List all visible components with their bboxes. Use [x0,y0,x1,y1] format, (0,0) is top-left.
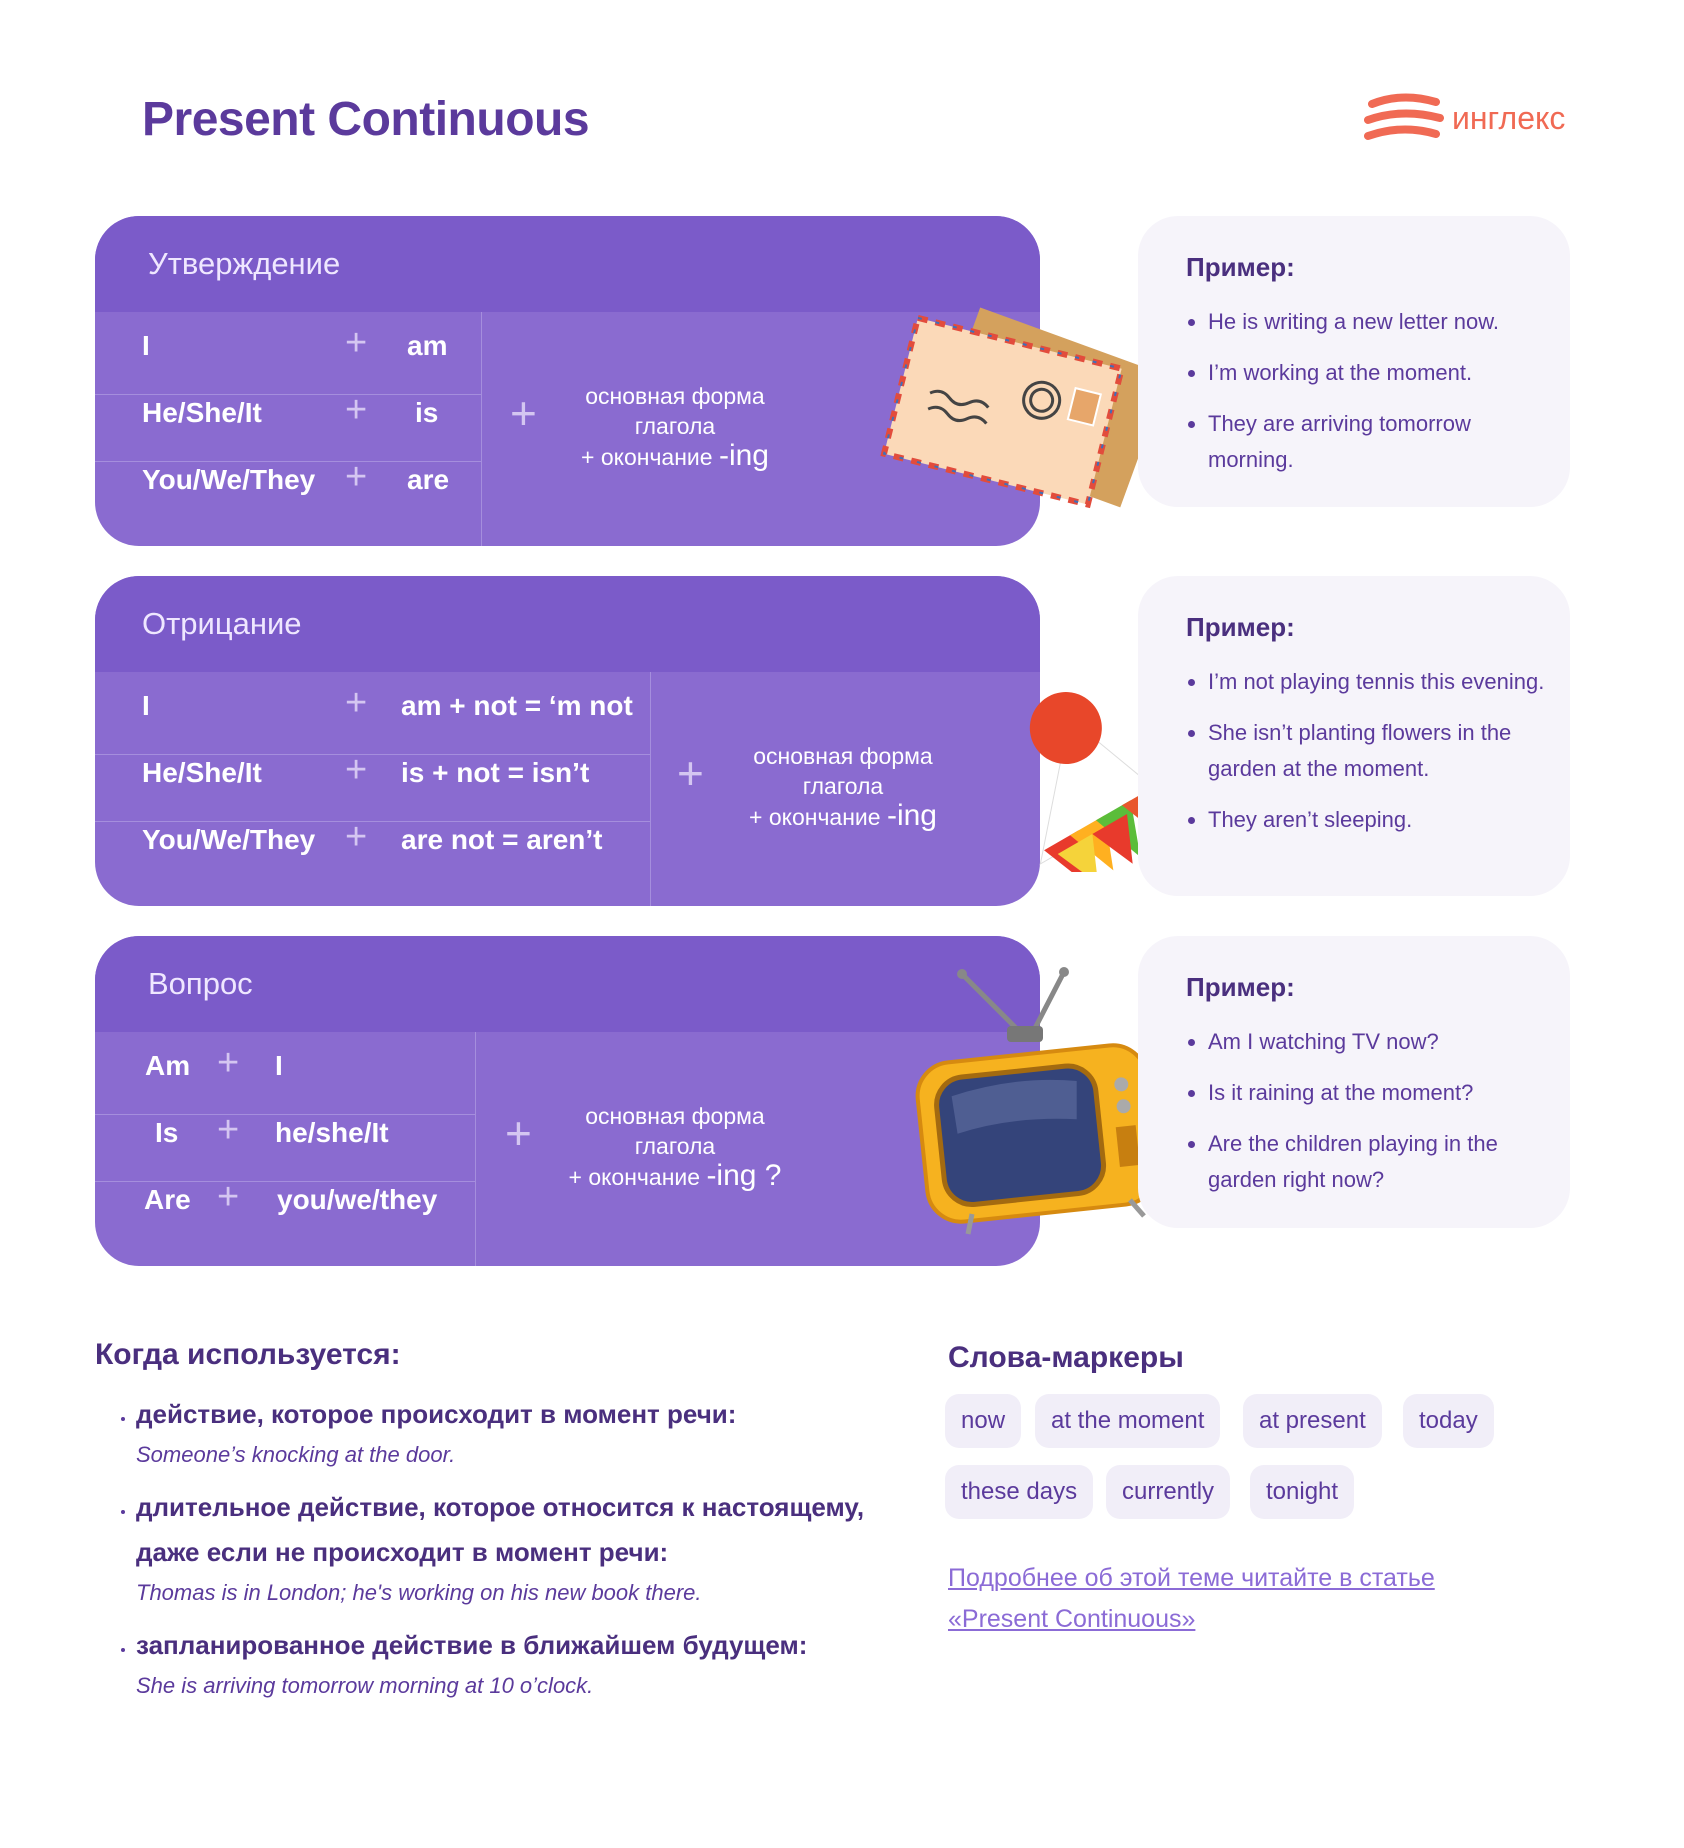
auxiliary-verb: am + not = ‘m not [401,690,633,721]
list-item: • длительное действие, которое относится к настоящему, даже если не происходит в момент речи: Thomas is in London; he's working on his new book there. [136,1485,926,1611]
auxiliary-verb: is [415,397,439,428]
markers-title: Слова-маркеры [948,1341,1184,1374]
question-card [95,936,1040,1266]
section-heading: Утверждение [148,246,341,281]
table-row [95,1166,475,1232]
example-title: Пример: [1186,972,1295,1002]
auxiliary-verb: is + not = isn’t [401,757,590,788]
plus-icon: + [345,682,368,724]
example-item: • I’m working at the moment. [1208,355,1548,391]
plus-icon: + [217,1176,240,1218]
marker-chip: tonight [1250,1465,1354,1519]
table-row [95,739,650,805]
pronoun: I [142,330,150,361]
page-title: Present Continuous [142,93,590,146]
plus-icon: + [510,387,537,439]
plus-icon: + [345,816,368,858]
usage-title: Когда используется: [95,1338,401,1371]
pronoun: You/We/They [142,464,316,495]
list-item: • запланированное действие в ближайшем будущем: She is arriving tomorrow morning at 10 o’clock. [136,1623,926,1704]
rule-text: основная форма глагола + окончание -ing [749,743,937,832]
example-card [1138,576,1570,896]
section-heading: Отрицание [142,606,302,641]
rule-text: основная форма глагола + окончание -ing [581,383,769,472]
auxiliary-verb: are [407,464,450,495]
example-item: • They are arriving tomorrow morning. [1208,406,1548,478]
negative-card [95,576,1040,906]
pronoun: I [275,1050,283,1081]
example-item: • Are the children playing in the garden right now? [1208,1126,1548,1198]
example-item: • She isn’t planting flowers in the garden at the moment. [1208,715,1548,787]
example-title: Пример: [1186,252,1295,282]
auxiliary-verb: Are [144,1184,191,1215]
example-item: • I’m not playing tennis this evening. [1208,664,1548,700]
marker-chip: now [945,1394,1021,1448]
pronoun: you/we/they [277,1184,438,1215]
table-row [95,1099,475,1165]
plus-icon: + [505,1107,532,1159]
table-row [95,806,650,872]
pronoun: He/She/It [142,757,262,788]
example-item: • He is writing a new letter now. [1208,304,1548,340]
pronoun: You/We/They [142,824,316,855]
example-card [1138,936,1570,1228]
auxiliary-verb: are not = aren’t [401,824,603,855]
example-item: • Is it raining at the moment? [1208,1075,1548,1111]
example-card [1138,216,1570,507]
marker-chip: these days [945,1465,1093,1519]
pronoun: I [142,690,150,721]
usage-list [110,1392,926,1716]
auxiliary-verb: Is [155,1117,179,1148]
auxiliary-verb: Am [145,1050,191,1081]
pronoun: He/She/It [142,397,262,428]
plus-icon: + [345,322,368,364]
example-title: Пример: [1186,612,1295,642]
plus-icon: + [345,389,368,431]
marker-chip: today [1403,1394,1494,1448]
plus-icon: + [217,1042,240,1084]
tv-illustration [912,964,1160,1240]
example-item: • They aren’t sleeping. [1208,802,1548,838]
table-row [95,1032,475,1098]
logo-text: инглекс [1452,100,1566,136]
plus-icon: + [345,456,368,498]
marker-chip: at present [1243,1394,1382,1448]
pronoun: he/she/It [275,1117,389,1148]
table-row [95,446,481,512]
section-heading: Вопрос [148,966,253,1001]
example-item: • Am I watching TV now? [1208,1024,1548,1060]
marker-chip: at the moment [1035,1394,1220,1448]
plus-icon: + [345,749,368,791]
marker-chip: currently [1106,1465,1230,1519]
list-item: • действие, которое происходит в момент речи: Someone’s knocking at the door. [136,1392,926,1473]
plus-icon: + [217,1109,240,1151]
auxiliary-verb: am [407,330,448,361]
envelope-illustration [878,300,1170,514]
plus-icon: + [677,747,704,799]
table-row [95,312,481,378]
article-link[interactable]: Подробнее об этой теме читайте в статье «Present Continuous» [948,1564,1435,1633]
table-row [95,672,650,738]
rule-text: основная форма глагола + окончание -ing ? [568,1103,782,1192]
shuttlecock-illustration [972,676,1146,872]
table-row [95,379,481,445]
